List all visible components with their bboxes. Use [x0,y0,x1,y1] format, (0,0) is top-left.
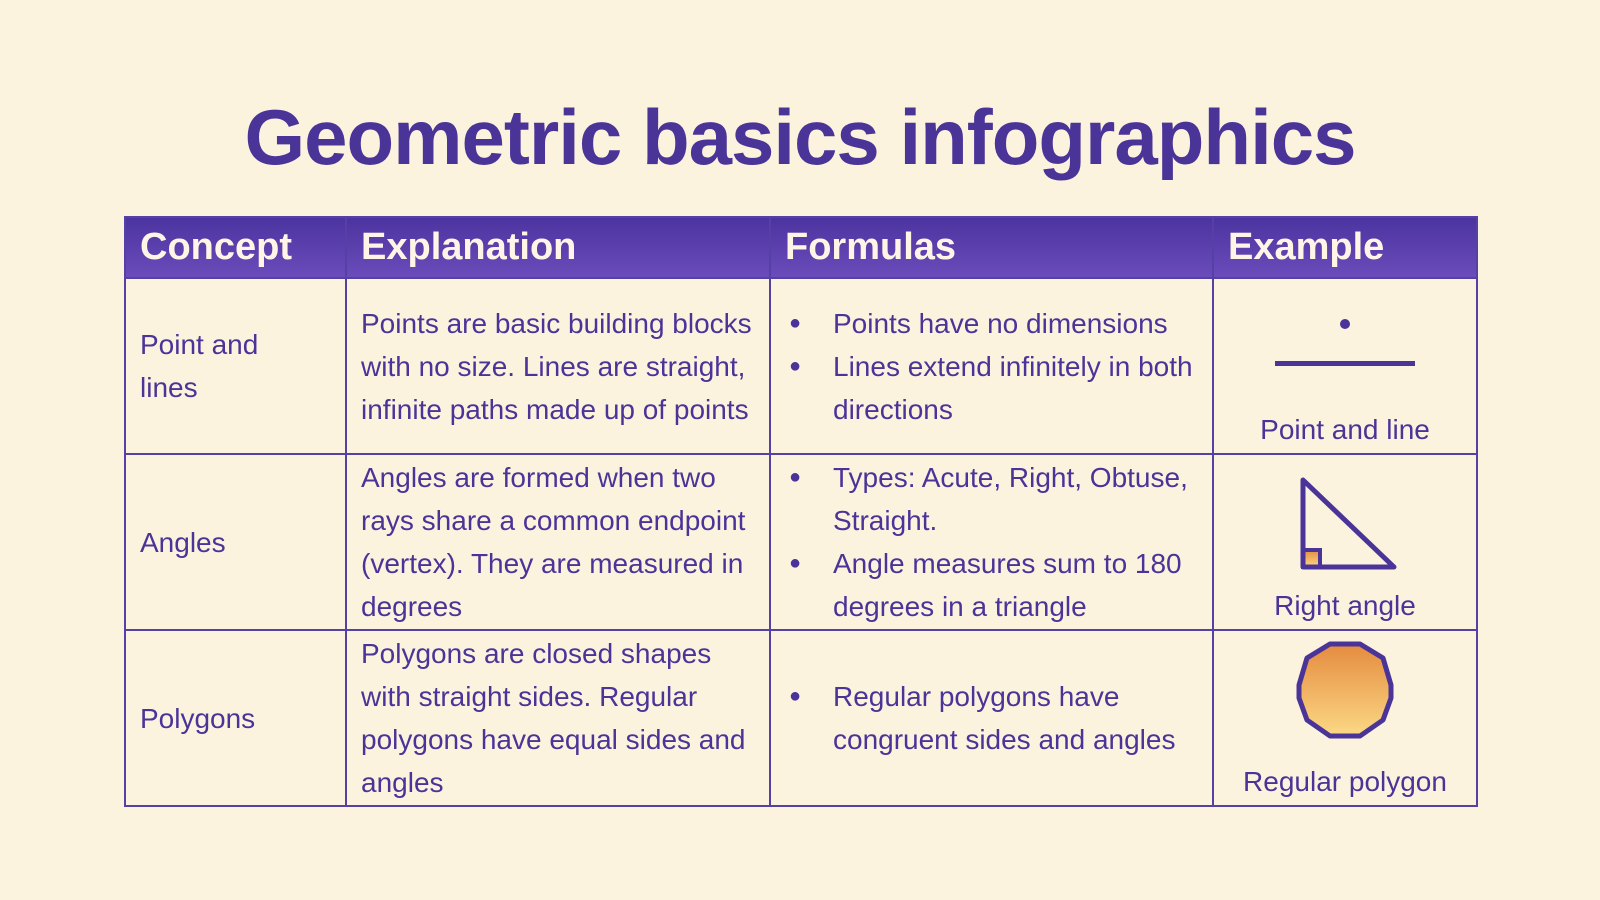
concept-cell: Polygons [125,630,346,806]
formula-item: ● Points have no dimensions [833,302,1198,345]
table-header-row [125,217,1477,278]
example-cell [1213,454,1477,630]
formulas-cell [770,454,1213,630]
example-cell [1213,278,1477,454]
header-concept: Concept [125,217,346,278]
example-cell [1213,630,1477,806]
concept-cell: Angles [125,454,346,630]
regular-polygon-icon [1295,640,1395,740]
formula-item: ● Angle measures sum to 180 degrees in a triangle [833,542,1198,628]
formula-item: ● Lines extend infinitely in both directions [833,345,1198,431]
formula-item: ● Types: Acute, Right, Obtuse, Straight. [833,456,1198,542]
formulas-cell [770,278,1213,454]
page-title: Geometric basics infographics [244,93,1356,181]
formula-item: ● Regular polygons have congruent sides and angles [833,675,1198,761]
formulas-cell [770,630,1213,806]
header-formulas: Formulas [770,217,1213,278]
table-row [125,278,1477,454]
right-triangle-icon [1290,474,1400,574]
concept-cell: Point and lines [125,278,346,454]
header-example: Example [1213,217,1477,278]
example-label: Point and line [1260,414,1430,445]
geometry-table [124,216,1478,807]
example-label: Regular polygon [1243,766,1447,797]
explanation-cell: Polygons are closed shapes with straight sides. Regular polygons have equal sides and angles [346,630,770,806]
explanation-cell: Angles are formed when two rays share a common endpoint (vertex). They are measured in degrees [346,454,770,630]
table-row [125,454,1477,630]
point-and-line-icon [1270,312,1420,382]
header-explanation: Explanation [346,217,770,278]
example-label: Right angle [1274,590,1416,621]
table-row [125,630,1477,806]
explanation-cell: Points are basic building blocks with no size. Lines are straight, infinite paths made up of points [346,278,770,454]
